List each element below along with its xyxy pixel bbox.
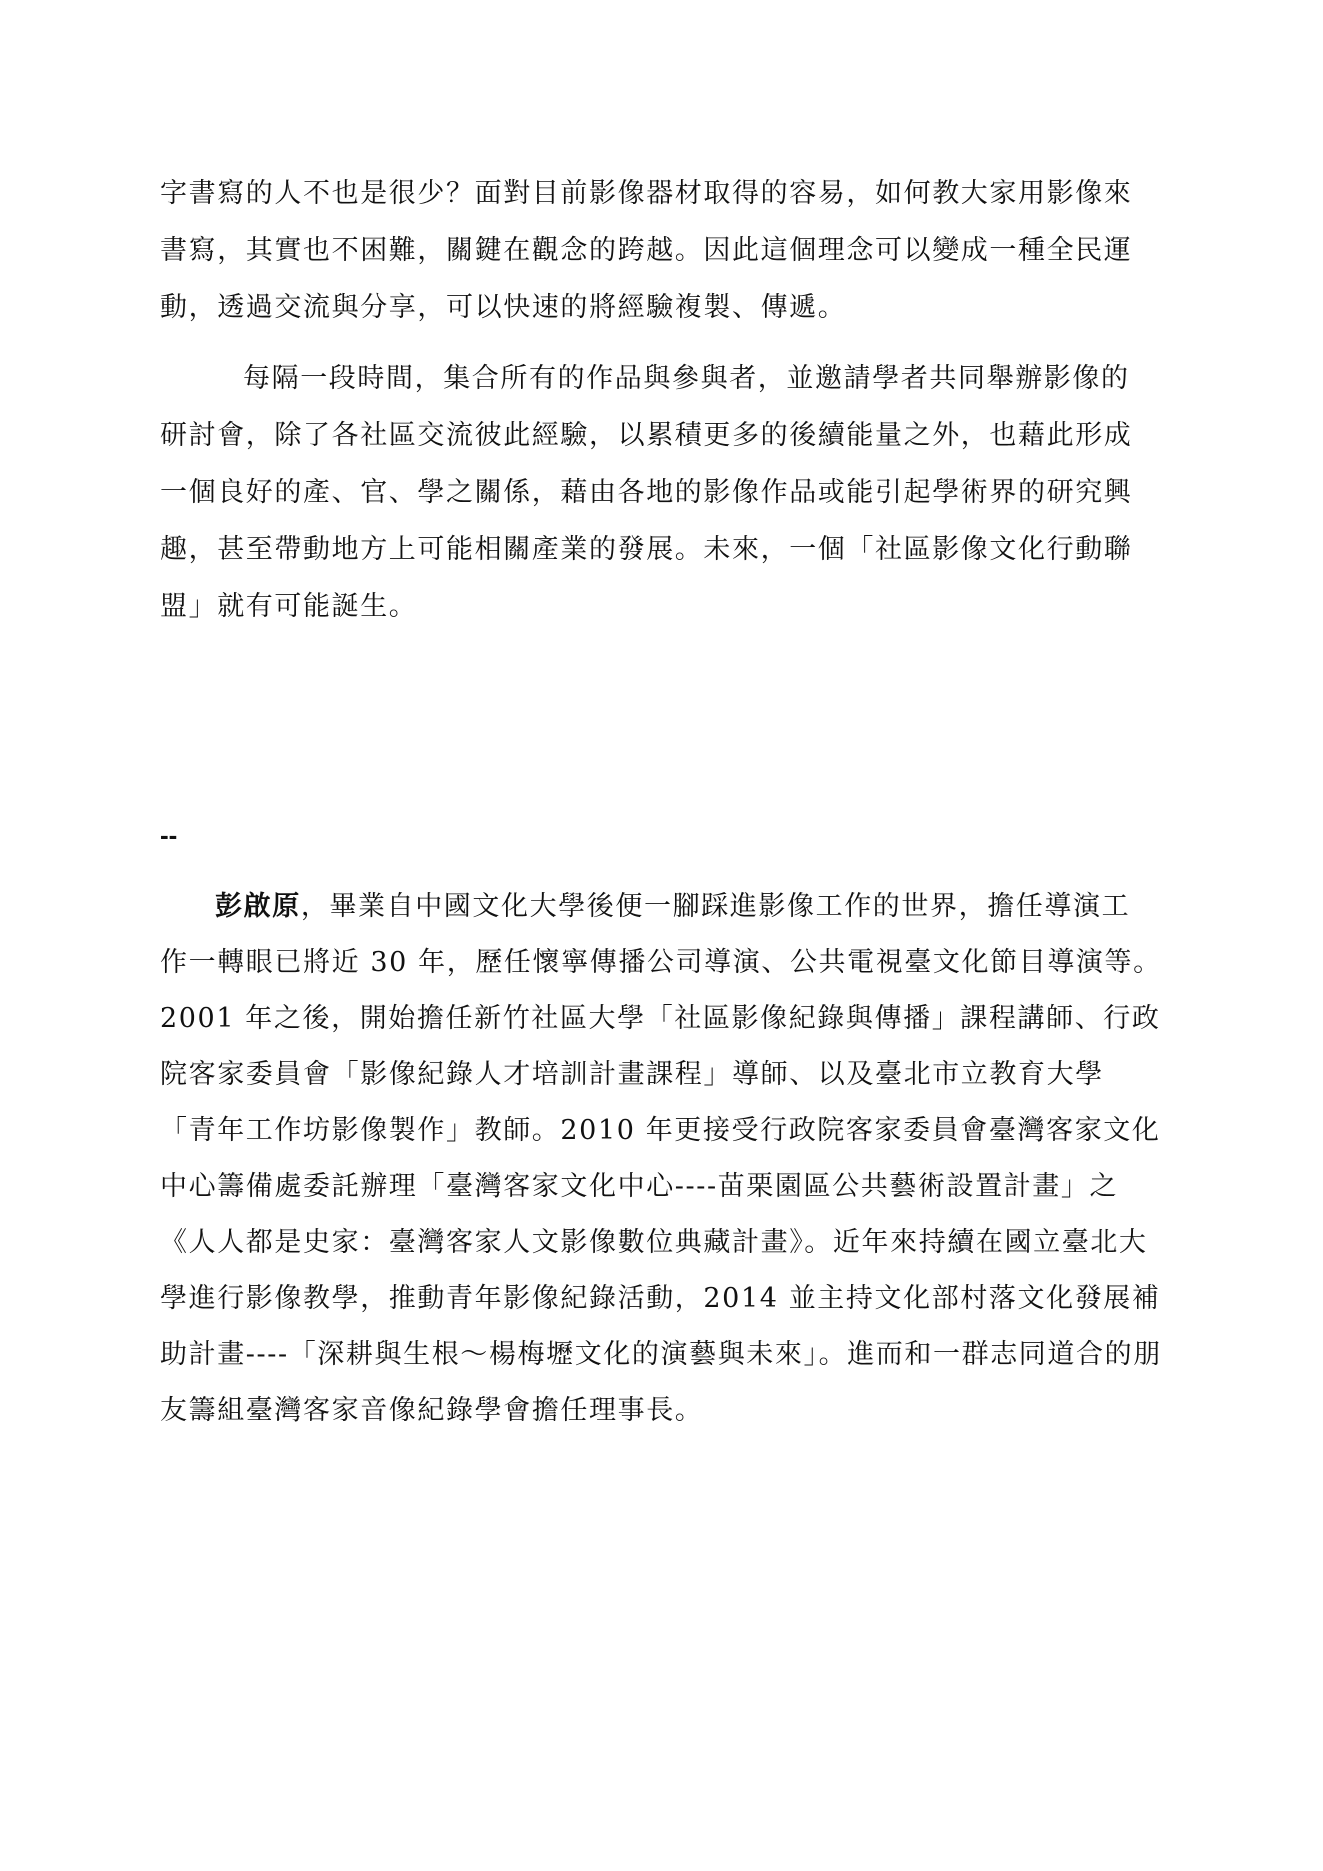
- paragraph-2-line: 一個良好的產、官、學之關係，藉由各地的影像作品或能引起學術界的研究興: [160, 477, 1133, 508]
- bio-first-line-text: ，畢業自中國文化大學後便一腳踩進影像工作的世界，擔任導演工: [300, 891, 1131, 922]
- paragraph-1-line: 字書寫的人不也是很少？面對目前影像器材取得的容易，如何教大家用影像來: [160, 178, 1133, 209]
- bio-line: 助計畫----「深耕與生根～楊梅壢文化的演藝與未來」。進而和一群志同道合的朋: [160, 1339, 1162, 1370]
- bio-first-line: [215, 893, 1130, 920]
- bio-line: 作一轉眼已將近 30 年，歷任懷寧傳播公司導演、公共電視臺文化節目導演等。: [160, 947, 1162, 978]
- section-separator: --: [160, 820, 178, 850]
- paragraph-1-line: 動，透過交流與分享，可以快速的將經驗複製、傳遞。: [160, 292, 847, 323]
- bio-line: 2001 年之後，開始擔任新竹社區大學「社區影像紀錄與傳播」課程講師、行政: [160, 1003, 1161, 1034]
- paragraph-2-line: 盟」就有可能誕生。: [160, 591, 418, 622]
- paragraph-1-line: 書寫，其實也不困難，關鍵在觀念的跨越。因此這個理念可以變成一種全民運: [160, 235, 1133, 266]
- bio-line: 《人人都是史家：臺灣客家人文影像數位典藏計畫》。近年來持續在國立臺北大: [160, 1227, 1148, 1258]
- bio-line: 友籌組臺灣客家音像紀錄學會擔任理事長。: [160, 1395, 704, 1426]
- paragraph-2-line: 每隔一段時間，集合所有的作品與參與者，並邀請學者共同舉辦影像的: [243, 363, 1130, 394]
- bio-line: 「青年工作坊影像製作」教師。2010 年更接受行政院客家委員會臺灣客家文化: [160, 1115, 1161, 1146]
- paragraph-2-line: 趣，甚至帶動地方上可能相關產業的發展。未來，一個「社區影像文化行動聯: [160, 534, 1133, 565]
- bio-line: 院客家委員會「影像紀錄人才培訓計畫課程」導師、以及臺北市立教育大學: [160, 1059, 1104, 1090]
- bio-name: 彭啟原: [215, 891, 301, 922]
- paragraph-2-line: 研討會，除了各社區交流彼此經驗，以累積更多的後續能量之外，也藉此形成: [160, 420, 1133, 451]
- bio-line: 中心籌備處委託辦理「臺灣客家文化中心----苗栗園區公共藝術設置計畫」之: [160, 1171, 1119, 1202]
- bio-line: 學進行影像教學，推動青年影像紀錄活動，2014 並主持文化部村落文化發展補: [160, 1283, 1161, 1314]
